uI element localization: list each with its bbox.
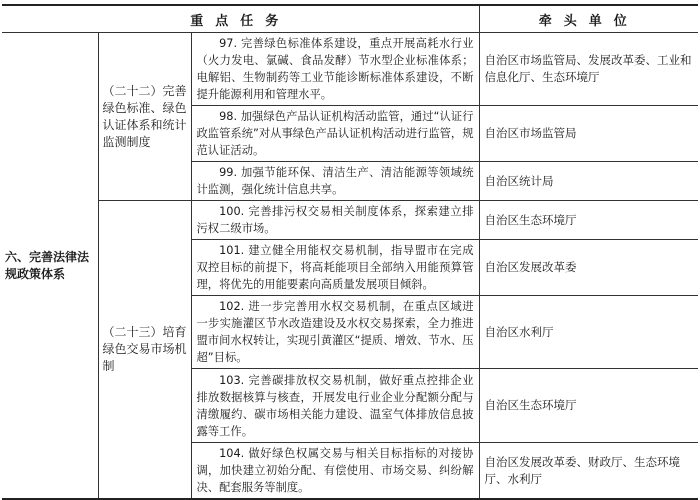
task-cell: 104. 做好绿色权属交易与相关目标指标的对接协调，加快建立初始分配、有偿使用、市场交易、纠纷解决、配套服务等制度。 — [191, 443, 479, 500]
group-cell-23: （二十三）培育绿色交易市场机制 — [98, 201, 191, 500]
lead-cell: 自治区市场监管局 — [479, 106, 698, 162]
task-cell: 99. 加强节能环保、清洁生产、清洁能源等领域统计监测，强化统计信息共享。 — [191, 162, 479, 201]
lead-cell: 自治区发展改革委、财政厅、生态环境厅、水利厅 — [479, 443, 698, 500]
task-cell: 100. 完善排污权交易相关制度体系，探索建立排污权二级市场。 — [191, 201, 479, 240]
header-lead: 牵头单位 — [479, 5, 698, 33]
group-cell-22: （二十二）完善绿色标准、绿色认证体系和统计监测制度 — [98, 33, 191, 201]
task-cell: 103. 完善碳排放权交易机制，做好重点控排企业排放数据核算与核查，开展发电行业企业分配额分配与清缴履约、碳市场相关能力建设、温室气体排放信息披露等工作。 — [191, 369, 479, 443]
task-cell: 101. 建立健全用能权交易机制，指导盟市在完成双控目标的前提下，将高耗能项目全部纳入用能预算管理，将优先的用能要素向高质量发展项目倾斜。 — [191, 240, 479, 296]
category-cell: 六、完善法律法规政策体系 — [2, 33, 98, 500]
table-row — [2, 201, 698, 240]
table-header-row — [2, 5, 698, 33]
lead-cell: 自治区水利厅 — [479, 296, 698, 369]
header-task: 重点任务 — [2, 5, 479, 33]
lead-cell: 自治区市场监管局、发展改革委、工业和信息化厅、生态环境厅 — [479, 33, 698, 106]
tasks-table — [2, 4, 698, 500]
task-cell: 97. 完善绿色标准体系建设，重点开展高耗水行业（火力发电、氯碱、食品发酵）节水型企业标准体系；电解铝、生物制药等工业节能诊断标准体系建设，不断提升能源利用和管理水平。 — [191, 33, 479, 106]
lead-cell: 自治区发展改革委 — [479, 240, 698, 296]
task-cell: 98. 加强绿色产品认证机构活动监管，通过“认证行政监管系统”对从事绿色产品认证机构活动进行监管，规范认证活动。 — [191, 106, 479, 162]
lead-cell: 自治区生态环境厅 — [479, 369, 698, 443]
task-cell: 102. 进一步完善用水权交易机制，在重点区域进一步实施灌区节水改造建设及水权交易探索，全力推进盟市间水权转让，实现引黄灌区“提质、增效、节水、压超”目标。 — [191, 296, 479, 369]
lead-cell: 自治区生态环境厅 — [479, 201, 698, 240]
table-row — [2, 33, 698, 106]
lead-cell: 自治区统计局 — [479, 162, 698, 201]
